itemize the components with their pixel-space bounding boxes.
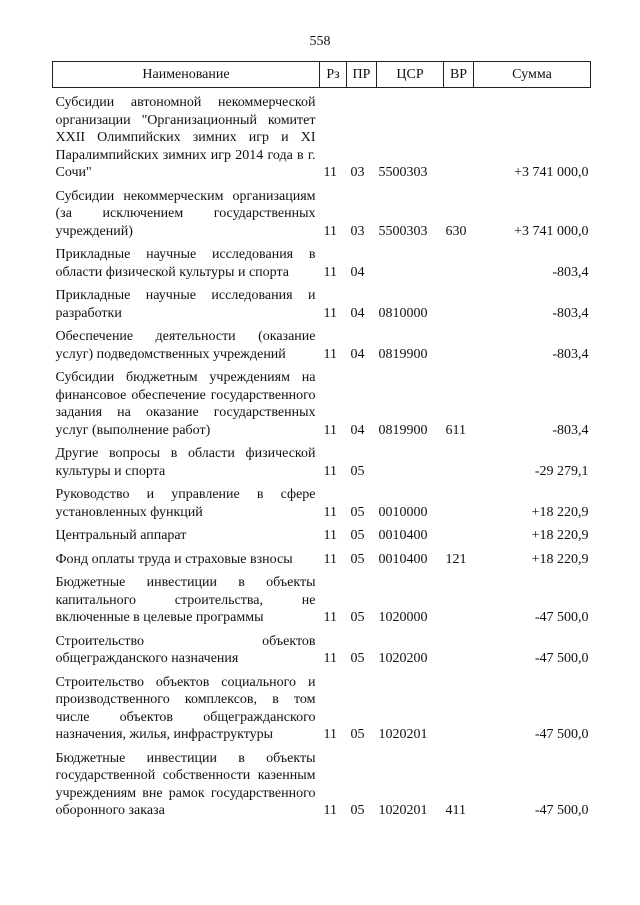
cell-sum: -29 279,1 xyxy=(534,463,589,479)
cell-sum: -803,4 xyxy=(552,422,589,438)
table-row xyxy=(53,480,591,521)
table-row xyxy=(53,88,591,182)
cell-csr xyxy=(377,240,444,281)
cell-csr: 1020201 xyxy=(378,803,428,818)
table-row xyxy=(53,363,591,439)
cell-vr xyxy=(444,521,474,545)
cell-csr: 1020200 xyxy=(378,651,428,666)
cell-rz: 11 xyxy=(323,528,337,543)
table-row xyxy=(53,322,591,363)
cell-name: Бюджетные инвестиции в объекты капитального строительства, не включенные в целевые программы xyxy=(55,575,316,625)
cell-sum: -803,4 xyxy=(552,346,589,362)
cell-rz: 11 xyxy=(323,346,337,362)
table-row xyxy=(53,744,591,820)
cell-rz: 11 xyxy=(323,422,337,438)
cell-vr xyxy=(444,439,474,480)
cell-csr: 1020201 xyxy=(378,727,428,742)
cell-name: Другие вопросы в области физической культуры и спорта xyxy=(55,446,316,479)
cell-name: Центральный аппарат xyxy=(55,528,187,543)
cell-rz: 11 xyxy=(323,264,337,280)
cell-name: Руководство и управление в сфере установленных функций xyxy=(55,487,316,520)
header-pr: ПР xyxy=(347,62,377,88)
cell-pr: 05 xyxy=(350,463,365,479)
cell-pr: 05 xyxy=(350,528,365,543)
header-vr: ВР xyxy=(444,62,474,88)
cell-name: Субсидии бюджетным учреждениям на финансовое обеспечение государственного задания на оказание государственных услуг (выполнение работ) xyxy=(55,370,316,438)
cell-pr: 04 xyxy=(350,305,365,321)
cell-csr: 0810000 xyxy=(378,305,428,321)
cell-rz: 11 xyxy=(323,551,337,567)
cell-csr: 0010000 xyxy=(378,504,428,520)
table-row xyxy=(53,521,591,545)
cell-pr: 05 xyxy=(350,803,365,818)
cell-csr: 0010400 xyxy=(378,551,428,567)
cell-csr: 5500303 xyxy=(378,165,428,180)
cell-rz: 11 xyxy=(323,305,337,321)
table-row xyxy=(53,439,591,480)
cell-vr xyxy=(444,568,474,627)
cell-csr: 5500303 xyxy=(378,223,428,239)
table-row xyxy=(53,281,591,322)
cell-pr: 05 xyxy=(350,504,365,520)
table-row xyxy=(53,627,591,668)
cell-csr: 0010400 xyxy=(378,528,428,543)
cell-pr: 03 xyxy=(350,165,365,180)
cell-sum: -47 500,0 xyxy=(534,803,589,818)
cell-pr: 03 xyxy=(350,223,365,239)
table-row xyxy=(53,668,591,744)
cell-rz: 11 xyxy=(323,504,337,520)
cell-sum: -47 500,0 xyxy=(534,651,589,666)
cell-vr xyxy=(444,281,474,322)
cell-vr xyxy=(444,322,474,363)
cell-rz: 11 xyxy=(323,463,337,479)
cell-csr: 1020000 xyxy=(378,610,428,625)
cell-pr: 05 xyxy=(350,651,365,666)
cell-rz: 11 xyxy=(323,727,337,742)
cell-csr: 0819900 xyxy=(378,346,428,362)
header-sum: Сумма xyxy=(474,62,591,88)
cell-vr xyxy=(444,480,474,521)
cell-pr: 04 xyxy=(350,264,365,280)
cell-sum: -47 500,0 xyxy=(534,610,589,625)
cell-name: Строительство объектов общегражданского назначения xyxy=(55,633,316,666)
cell-name: Фонд оплаты труда и страховые взносы xyxy=(55,551,293,567)
cell-sum: -803,4 xyxy=(552,305,589,321)
cell-pr: 04 xyxy=(350,346,365,362)
cell-rz: 11 xyxy=(323,223,337,239)
header-name: Наименование xyxy=(53,62,320,88)
header-rz: Рз xyxy=(320,62,347,88)
cell-vr: 411 xyxy=(445,803,466,818)
cell-vr xyxy=(444,668,474,744)
cell-sum: +18 220,9 xyxy=(531,504,589,520)
cell-pr: 05 xyxy=(350,727,365,742)
cell-pr: 04 xyxy=(350,422,365,438)
cell-rz: 11 xyxy=(323,651,337,666)
table-row xyxy=(53,182,591,241)
cell-sum: +3 741 000,0 xyxy=(514,165,589,180)
cell-pr: 05 xyxy=(350,610,365,625)
cell-csr xyxy=(377,439,444,480)
cell-vr: 121 xyxy=(445,551,467,567)
table-header xyxy=(53,62,591,88)
cell-vr xyxy=(444,88,474,182)
cell-name: Субсидии некоммерческим организациям (за исключением государственных учреждений) xyxy=(55,188,316,239)
cell-sum: +18 220,9 xyxy=(531,528,589,543)
table-row xyxy=(53,545,591,569)
page-number: 558 xyxy=(309,34,331,49)
cell-vr xyxy=(444,627,474,668)
cell-vr: 611 xyxy=(445,422,466,438)
cell-sum: -47 500,0 xyxy=(534,727,589,742)
cell-pr: 05 xyxy=(350,551,365,567)
table-row xyxy=(53,568,591,627)
table-row xyxy=(53,240,591,281)
cell-name: Бюджетные инвестиции в объекты государственной собственности казенным учреждениям вне рамок государственного оборонного заказа xyxy=(55,750,316,818)
cell-vr xyxy=(444,240,474,281)
header-csr: ЦСР xyxy=(377,62,444,88)
budget-table xyxy=(52,61,591,820)
cell-rz: 11 xyxy=(323,610,337,625)
cell-vr: 630 xyxy=(445,223,467,239)
cell-rz: 11 xyxy=(323,165,337,180)
cell-name: Обеспечение деятельности (оказание услуг) подведомственных учреждений xyxy=(55,329,316,362)
table-body xyxy=(53,88,591,820)
cell-name: Строительство объектов социального и производственного комплексов, в том числе объектов общегражданского назначения, жилья, инфраструктуры xyxy=(55,674,316,742)
cell-name: Прикладные научные исследования и разработки xyxy=(55,288,316,321)
cell-sum: -803,4 xyxy=(552,264,589,280)
cell-rz: 11 xyxy=(323,803,337,818)
cell-name: Прикладные научные исследования в области физической культуры и спорта xyxy=(55,247,316,280)
cell-sum: +3 741 000,0 xyxy=(514,223,589,239)
cell-sum: +18 220,9 xyxy=(531,551,589,567)
cell-name: Субсидии автономной некоммерческой организации "Организационный комитет XXII Олимпийских зимних игр и XI Паралимпийских зимних игр 2014 года в г. Сочи" xyxy=(55,95,316,180)
cell-csr: 0819900 xyxy=(378,422,428,438)
